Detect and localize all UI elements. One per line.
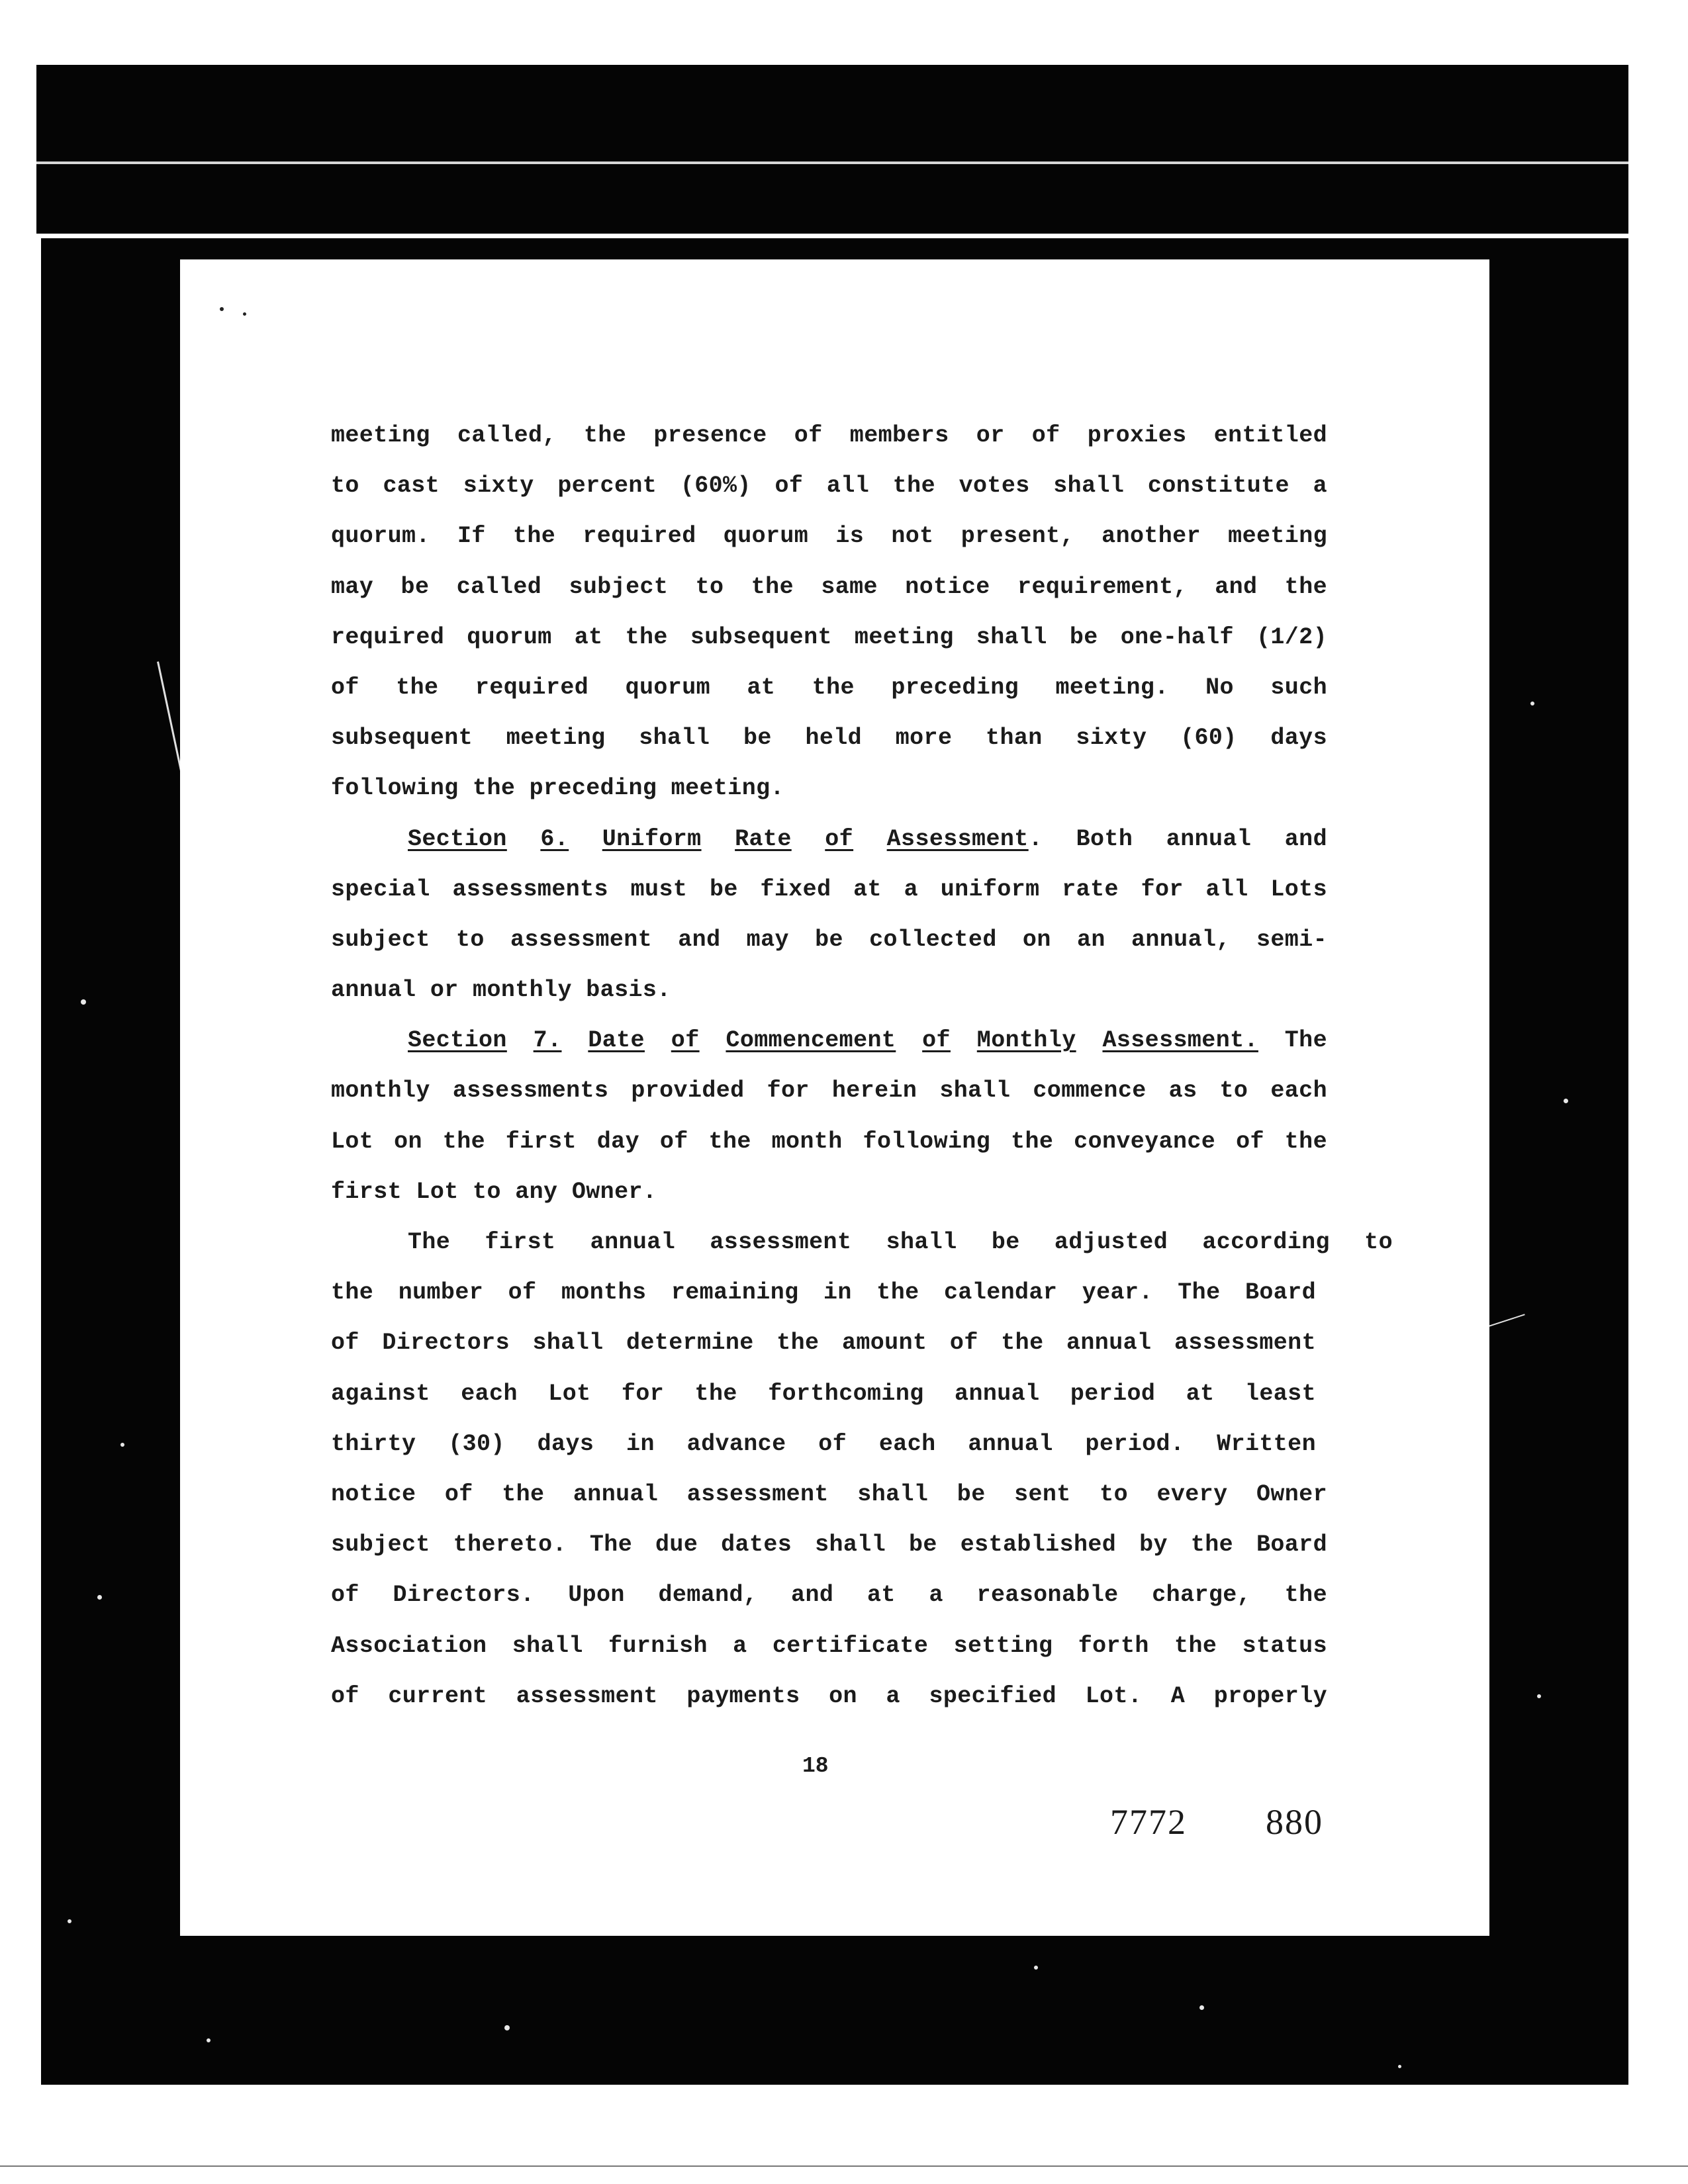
- section-7-title-word: Commencement: [726, 1027, 896, 1054]
- document-page: [180, 259, 1489, 1936]
- text-line: required quorum at the subsequent meeting shall be one-half (1/2): [331, 623, 1327, 651]
- speck: [1530, 702, 1534, 705]
- text-line: Association shall furnish a certificate setting forth the status: [331, 1632, 1327, 1659]
- text-line: thirty (30) days in advance of each annual period. Written: [331, 1430, 1316, 1457]
- text-line: annual or monthly basis.: [331, 977, 671, 1004]
- text-line: first Lot to any Owner.: [331, 1178, 657, 1205]
- scan-border-gap: [36, 234, 1628, 238]
- text-line: special assessments must be fixed at a uniform rate for all Lots: [331, 876, 1327, 903]
- text-line: Lot on the first day of the month following the conveyance of the: [331, 1128, 1327, 1155]
- speck: [207, 2038, 211, 2042]
- section-6-first-line-rest: Both annual and: [1076, 825, 1327, 852]
- section-6-title-end: .: [1028, 825, 1043, 852]
- section-7-title-word: of: [922, 1027, 951, 1054]
- speck: [1398, 2065, 1401, 2068]
- text-line: monthly assessments provided for herein shall commence as to each: [331, 1077, 1327, 1105]
- section-7-label: Section: [408, 1027, 507, 1054]
- text-line: of Directors. Upon demand, and at a reasonable charge, the: [331, 1582, 1327, 1609]
- section-6-title-word: Rate: [735, 825, 792, 852]
- text-line: the number of months remaining in the calendar year. The Board: [331, 1279, 1316, 1306]
- text-line: meeting called, the presence of members or of proxies entitled: [331, 422, 1327, 449]
- speck: [68, 1919, 71, 1923]
- section-7-first-line-rest: The: [1284, 1027, 1327, 1054]
- text-line: of the required quorum at the preceding meeting. No such: [331, 674, 1327, 701]
- speck: [81, 999, 86, 1005]
- page-number: 18: [802, 1754, 829, 1778]
- text-line: notice of the annual assessment shall be sent to every Owner: [331, 1480, 1327, 1508]
- text-line: of Directors shall determine the amount of the annual assessment: [331, 1330, 1316, 1357]
- page-speck: [220, 307, 224, 311]
- section-7-title-word: of: [671, 1027, 700, 1054]
- speck: [1537, 1694, 1541, 1698]
- section-7-title-word: Date: [588, 1027, 645, 1054]
- speck: [97, 1595, 102, 1600]
- book-number: 7772: [1110, 1802, 1187, 1842]
- text-line: subject to assessment and may be collected on an annual, semi-: [331, 926, 1327, 953]
- speck: [120, 1443, 124, 1447]
- section-6-number: 6.: [540, 825, 569, 852]
- speck: [1034, 1966, 1038, 1970]
- bottom-rule: [0, 2165, 1688, 2167]
- page-speck: [243, 312, 246, 316]
- text-line: to cast sixty percent (60%) of all the votes shall constitute a: [331, 473, 1327, 500]
- text-line: quorum. If the required quorum is not present, another meeting: [331, 523, 1327, 550]
- text-line: may be called subject to the same notice requirement, and the: [331, 573, 1327, 600]
- section-6-heading-line: [331, 814, 1327, 864]
- section-7-title-word: Assessment.: [1102, 1027, 1258, 1054]
- scan-border-top: [36, 65, 1628, 234]
- speck: [504, 2025, 510, 2030]
- section-6-title-word: Uniform: [602, 825, 702, 852]
- section-7-number: 7.: [533, 1027, 562, 1054]
- text-line: The first annual assessment shall be adjusted according to: [408, 1229, 1393, 1255]
- section-7-heading-line: [331, 1015, 1327, 1066]
- text-line: subsequent meeting shall be held more than sixty (60) days: [331, 725, 1327, 752]
- text-line: subject thereto. The due dates shall be established by the Board: [331, 1531, 1327, 1559]
- section-7-title-word: Monthly: [976, 1027, 1076, 1054]
- text-line: against each Lot for the forthcoming annual period at least: [331, 1380, 1316, 1407]
- speck: [1199, 2005, 1204, 2010]
- section-6-label: Section: [408, 825, 507, 852]
- text-line: following the preceding meeting.: [331, 775, 784, 802]
- scan-border-line: [36, 161, 1628, 164]
- book-page-number: 880: [1266, 1802, 1323, 1842]
- section-6-title-word: of: [825, 825, 854, 852]
- section-6-title-word: Assessment: [886, 825, 1029, 852]
- speck: [1564, 1099, 1568, 1103]
- text-line: of current assessment payments on a specified Lot. A properly: [331, 1682, 1327, 1709]
- body-text: [331, 410, 1393, 1721]
